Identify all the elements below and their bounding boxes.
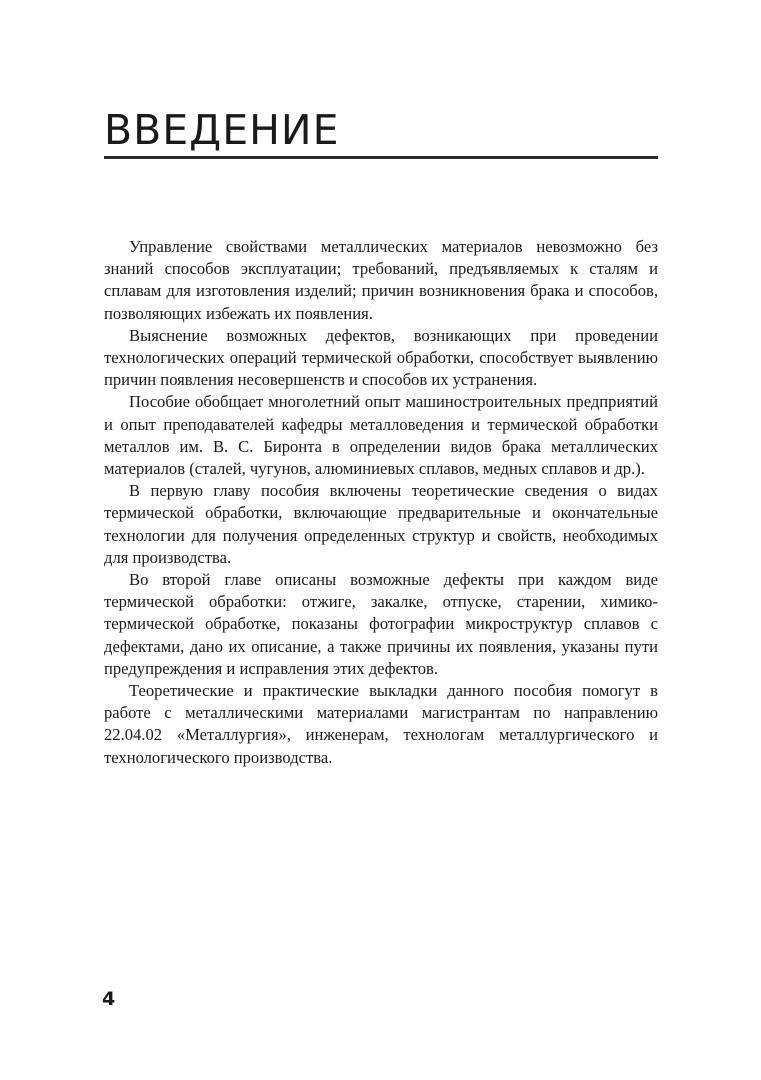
paragraph: Во второй главе описаны возможные дефекты при каждом виде термической обработки: отжиге, закалке, отпуске, старении, химико-термической обработке, показаны фотографии микроструктур сплавов с дефектами, дано их описание, а также причины их появления, указаны пути предупреждения и исправления этих дефектов.: [104, 570, 658, 678]
body-text: [104, 236, 658, 769]
paragraph: Пособие обобщает многолетний опыт машиностроительных предприятий и опыт преподавателей кафедры металловедения и термической обработки металлов им. В. С. Биронта в определении видов брака металлических материалов (сталей, чугунов, алюминиевых сплавов, медных сплавов и др.).: [104, 392, 658, 479]
paragraph: Выяснение возможных дефектов, возникающих при проведении технологических операций термической обработки, способствует выявлению причин появления несовершенств и способов их устранения.: [104, 325, 658, 390]
paragraph: Управление свойствами металлических материалов невозможно без знаний способов эксплуатации; требований, предъявляемых к сталям и сплавам для изготовления изделий; причин возникновения брака и способов, позволяющих избежать их появления.: [104, 237, 658, 323]
paragraph: Теоретические и практические выкладки данного пособия помогут в работе с металлическими материалами магистрантам по направлению 22.04.02 «Металлургия», инженерам, технологам металлургического и технологического производства.: [104, 681, 658, 767]
title-underline: [104, 156, 658, 159]
page-number: 4: [102, 988, 116, 1010]
chapter-title: ВВЕДЕНИЕ: [104, 106, 340, 154]
paragraph: В первую главу пособия включены теоретические сведения о видах термической обработки, включающие предварительные и окончательные технологии для получения определенных структур и свойств, необходимых для производства.: [104, 481, 658, 567]
